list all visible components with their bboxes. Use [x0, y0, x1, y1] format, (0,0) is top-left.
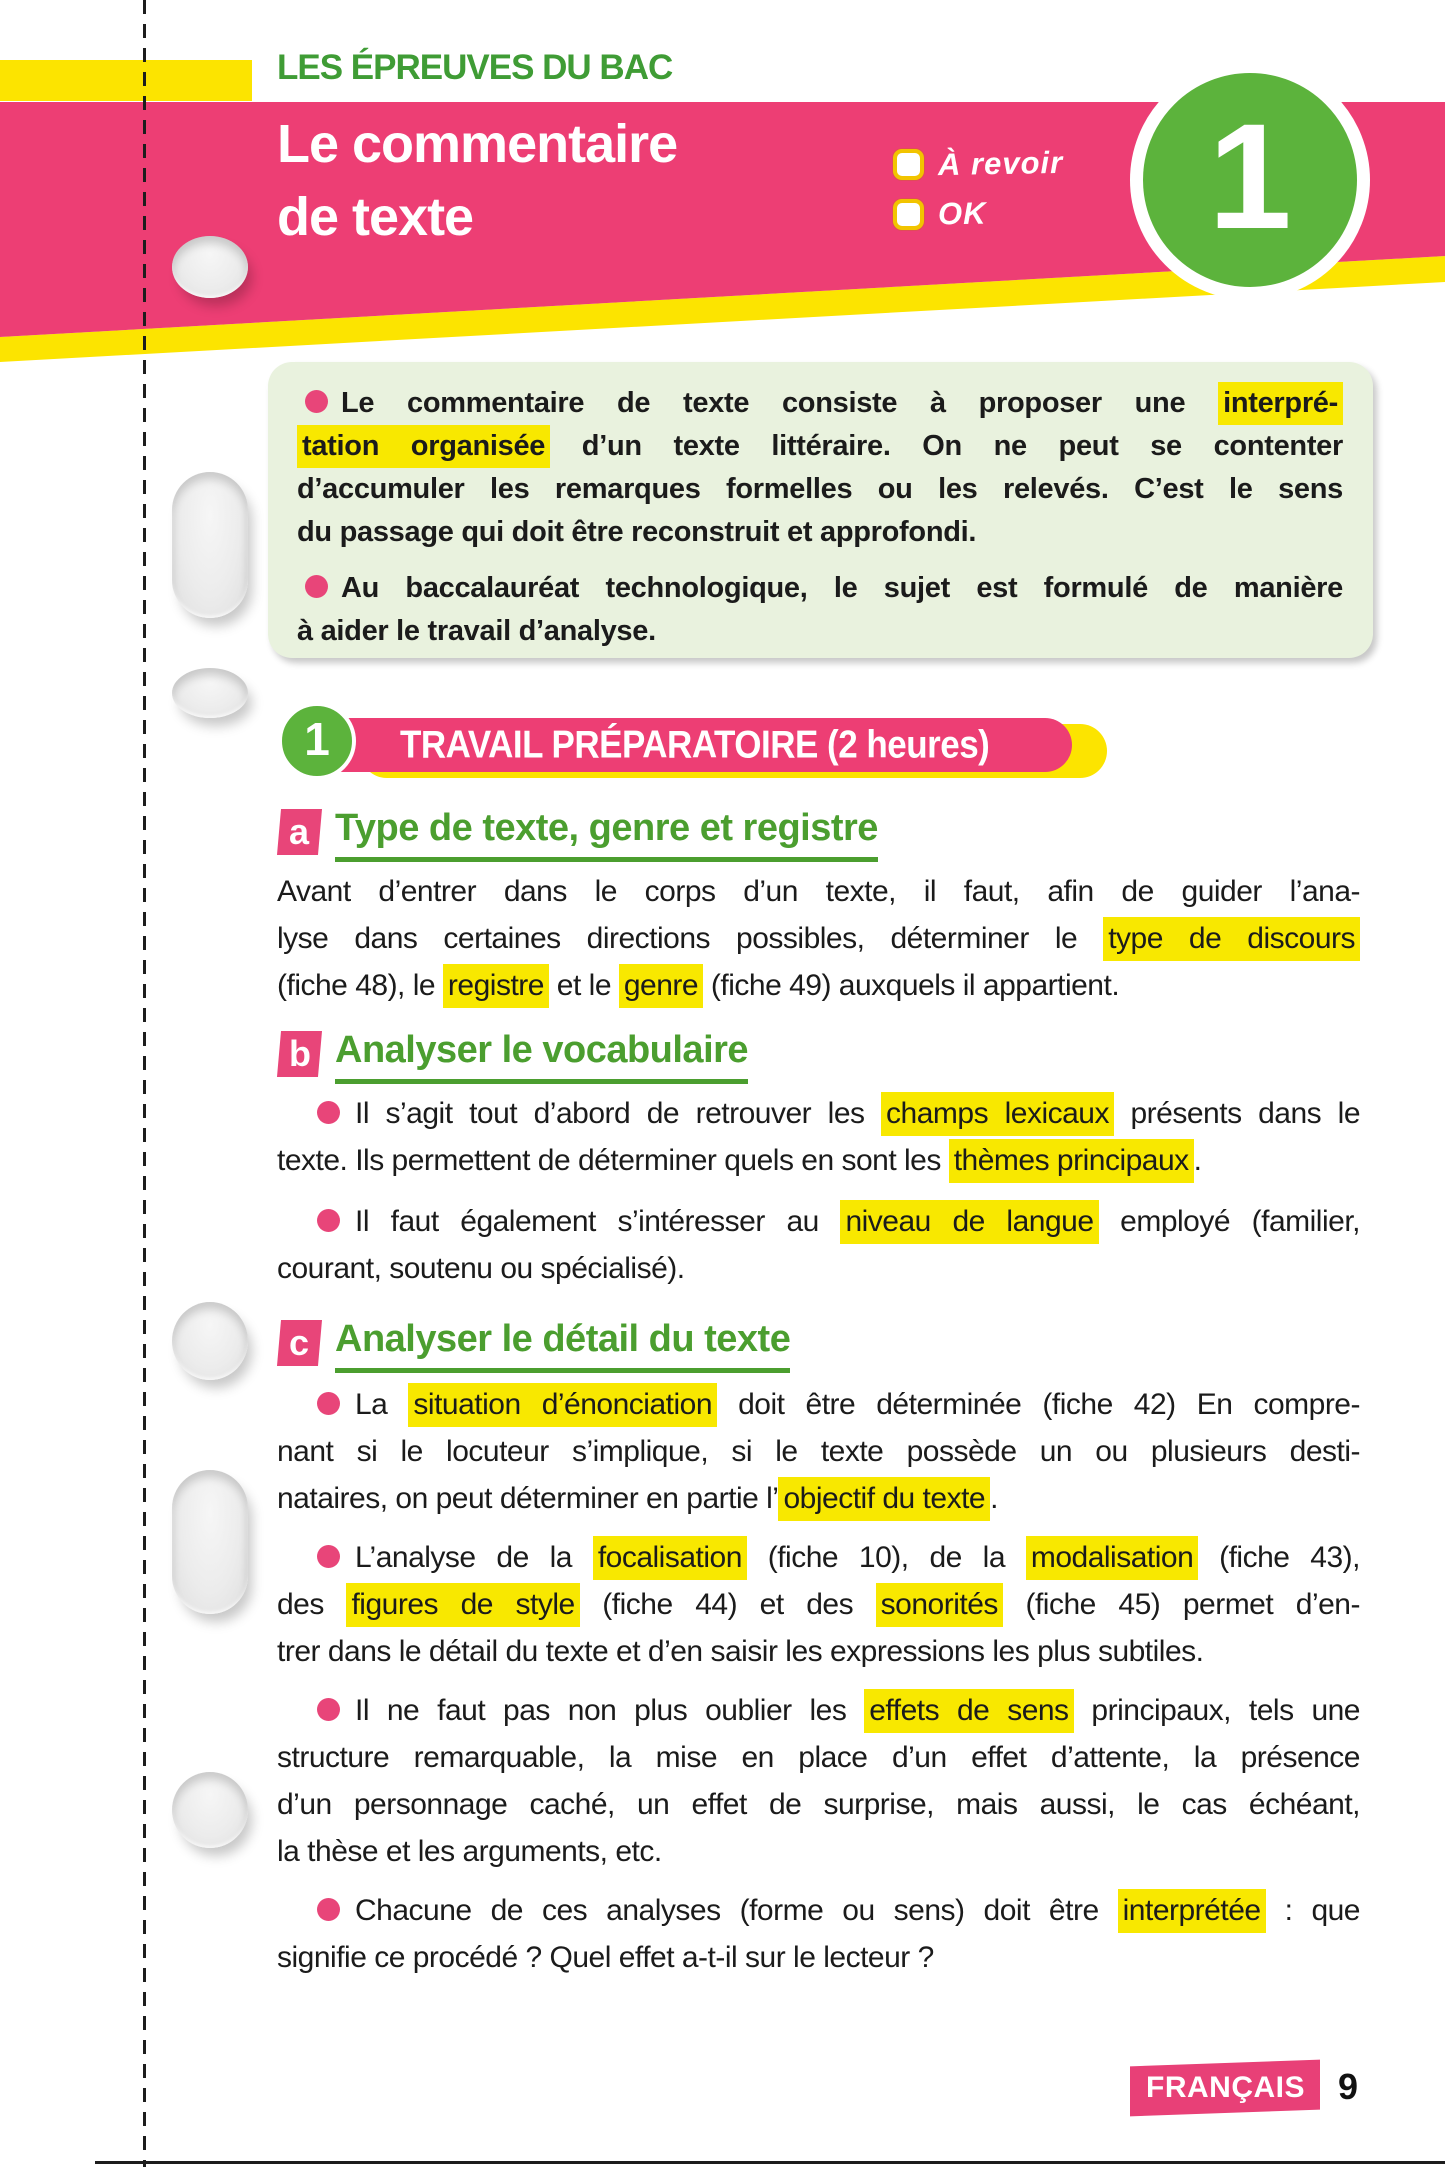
paragraph [277, 1887, 1360, 1981]
text-line [277, 1734, 1360, 1781]
text-segment: La [355, 1388, 409, 1421]
highlighted-term: figures de style [346, 1583, 579, 1627]
checkbox-ok-label: OK [937, 195, 987, 232]
subsection-letter: b [288, 1033, 311, 1074]
text-segment: (fiche 48), le [277, 969, 443, 1002]
text-segment: à aider le travail d’analyse. [297, 615, 656, 647]
highlighted-term: effets de sens [864, 1689, 1073, 1733]
text-segment: doit être déterminée (fiche 42) En compre- [717, 1388, 1360, 1421]
text-segment: la thèse et les arguments, etc. [277, 1835, 662, 1868]
bullet-icon [317, 1101, 340, 1124]
subject-badge [1130, 2060, 1320, 2117]
text-segment: des [277, 1588, 347, 1621]
binder-hole [172, 1470, 248, 1614]
text-segment: (fiche 43), [1198, 1541, 1360, 1574]
text-segment: Il faut également s’intéresser au [355, 1205, 841, 1238]
text-line [277, 1934, 1360, 1981]
binder-hole [172, 472, 248, 618]
text-line [297, 382, 1343, 425]
text-segment: L’analyse de la [355, 1541, 593, 1574]
binder-hole [172, 1772, 248, 1848]
text-line [277, 1475, 1360, 1522]
text-segment: Chacune de ces analyses (forme ou sens) doit être [355, 1894, 1118, 1927]
highlighted-term: genre [619, 964, 703, 1008]
text-segment: du passage qui doit être reconstruit et approfondi. [297, 516, 977, 548]
text-segment: nataires, on peut déterminer en partie l’ [277, 1482, 779, 1515]
bullet-icon [305, 575, 328, 598]
header-yellow-strip [0, 60, 252, 101]
text-segment: trer dans le détail du texte et d’en saisir les expressions les plus subtiles. [277, 1635, 1204, 1668]
highlighted-term: situation d’énonciation [408, 1383, 717, 1427]
subsection-heading-a: Type de texte, genre et registre [335, 806, 878, 862]
paragraph-block [277, 1090, 1360, 1292]
paragraph [277, 1687, 1360, 1875]
text-line [277, 1245, 1360, 1292]
text-line [277, 1090, 1360, 1137]
text-segment: d’un personnage caché, un effet de surprise, mais aussi, le cas échéant, [277, 1788, 1360, 1821]
checkbox-ok[interactable] [893, 199, 924, 230]
chapter-number: 1 [1208, 92, 1292, 260]
text-line [277, 1687, 1360, 1734]
section-title: TRAVAIL PRÉPARATOIRE (2 heures) [400, 722, 990, 767]
text-line [297, 511, 1343, 554]
text-line [277, 1781, 1360, 1828]
bullet-icon [317, 1898, 340, 1921]
text-segment: et le [548, 969, 619, 1002]
bullet-icon [317, 1698, 340, 1721]
text-line [277, 1581, 1360, 1628]
text-segment: (fiche 10), de la [746, 1541, 1026, 1574]
paragraph [297, 382, 1343, 554]
text-segment: lyse dans certaines directions possibles, déterminer le [277, 922, 1104, 955]
page-number: 9 [1338, 2066, 1359, 2107]
text-line [277, 915, 1360, 962]
text-segment: texte. Ils permettent de déterminer quels en sont les [277, 1144, 949, 1177]
chapter-title [277, 108, 677, 254]
intro-summary-box [268, 362, 1373, 658]
paragraph-block [277, 868, 1360, 1009]
highlighted-term: registre [443, 964, 549, 1008]
text-line [297, 610, 1343, 653]
chapter-number-circle [1130, 60, 1370, 300]
text-line [277, 868, 1360, 915]
text-segment: signifie ce procédé ? Quel effet a-t-il sur le lecteur ? [277, 1941, 934, 1974]
text-line [277, 1887, 1360, 1934]
text-segment: nant si le locuteur s’implique, si le texte possède un ou plusieurs desti- [277, 1435, 1360, 1468]
text-segment: (fiche 45) permet d’en- [1002, 1588, 1360, 1621]
cut-dashed-line [143, 0, 146, 2167]
binder-hole [172, 1302, 248, 1380]
text-segment: Au baccalauréat technologique, le sujet est formulé de manière [341, 572, 1343, 604]
text-line [277, 962, 1360, 1009]
revision-check-row [893, 146, 1063, 182]
highlighted-term: sonorités [876, 1583, 1003, 1627]
checkbox-a-revoir[interactable] [893, 149, 924, 180]
checkbox-a-revoir-label: À revoir [937, 144, 1064, 183]
subsection-badge-b [277, 1031, 322, 1077]
text-segment: d’un texte littéraire. On ne peut se contenter [550, 430, 1343, 462]
paragraph [277, 1381, 1360, 1522]
text-line [277, 1628, 1360, 1675]
text-line [297, 468, 1343, 511]
paragraph [277, 1534, 1360, 1675]
text-segment: . [990, 1482, 998, 1515]
binder-hole [172, 668, 248, 718]
text-segment: d’accumuler les remarques formelles ou les relevés. C’est le sens [297, 473, 1343, 505]
highlighted-term: objectif du texte [778, 1477, 990, 1521]
page-bottom-rule [95, 2161, 1445, 2164]
text-segment: Il ne faut pas non plus oublier les [355, 1694, 865, 1727]
text-segment: : que [1265, 1894, 1360, 1927]
text-line [297, 425, 1343, 468]
text-line [277, 1137, 1360, 1184]
text-segment: structure remarquable, la mise en place d’un effet d’attente, la présence [277, 1741, 1360, 1774]
collection-title: LES ÉPREUVES DU BAC [277, 48, 673, 87]
subsection-badge-a [277, 809, 322, 855]
paragraph [277, 1090, 1360, 1184]
paragraph [277, 1198, 1360, 1292]
subsection-letter: c [289, 1322, 310, 1363]
text-segment: Le commentaire de texte consiste à proposer une [341, 387, 1219, 419]
chapter-title-line2: de texte [277, 187, 474, 247]
section-number-circle [278, 702, 356, 780]
highlighted-term: interpré- [1218, 382, 1343, 425]
text-segment: . [1193, 1144, 1202, 1177]
text-segment: Avant d’entrer dans le corps d’un texte, il faut, afin de guider l’ana- [277, 875, 1360, 908]
highlighted-term: tation organisée [297, 425, 550, 468]
highlighted-term: niveau de langue [840, 1200, 1098, 1244]
text-line [277, 1428, 1360, 1475]
chapter-title-line1: Le commentaire [277, 114, 678, 174]
text-line [277, 1198, 1360, 1245]
subsection-badge-c [277, 1320, 322, 1366]
highlighted-term: modalisation [1026, 1536, 1198, 1580]
paragraph-block [277, 1381, 1360, 1981]
highlighted-term: interprétée [1118, 1889, 1266, 1933]
subsection-heading-b: Analyser le vocabulaire [335, 1028, 748, 1084]
binder-hole [172, 236, 248, 298]
text-line [277, 1534, 1360, 1581]
text-segment: principaux, tels une [1073, 1694, 1360, 1727]
text-line [277, 1381, 1360, 1428]
text-line [297, 567, 1343, 610]
paragraph [277, 868, 1360, 1009]
text-segment: présents dans le [1113, 1097, 1360, 1130]
revision-check-row [893, 196, 987, 232]
subsection-letter: a [289, 811, 310, 852]
text-segment: Il s’agit tout d’abord de retrouver les [355, 1097, 882, 1130]
paragraph [297, 567, 1343, 653]
bullet-icon [305, 390, 328, 413]
highlighted-term: focalisation [593, 1536, 747, 1580]
text-segment: courant, soutenu ou spécialisé). [277, 1252, 685, 1285]
section-number: 1 [304, 713, 330, 765]
bullet-icon [317, 1209, 340, 1232]
text-segment: (fiche 44) et des [579, 1588, 876, 1621]
highlighted-term: thèmes principaux [949, 1139, 1194, 1183]
highlighted-term: champs lexicaux [881, 1092, 1114, 1136]
bullet-icon [317, 1545, 340, 1568]
text-line [277, 1828, 1360, 1875]
bullet-icon [317, 1392, 340, 1415]
highlighted-term: type de discours [1103, 917, 1360, 961]
section-banner [316, 718, 1072, 772]
text-segment: employé (familier, [1098, 1205, 1360, 1238]
subsection-heading-c: Analyser le détail du texte [335, 1317, 790, 1373]
text-segment: (fiche 49) auxquels il appartient. [703, 969, 1120, 1002]
subject-label: FRANÇAIS [1145, 2071, 1305, 2104]
